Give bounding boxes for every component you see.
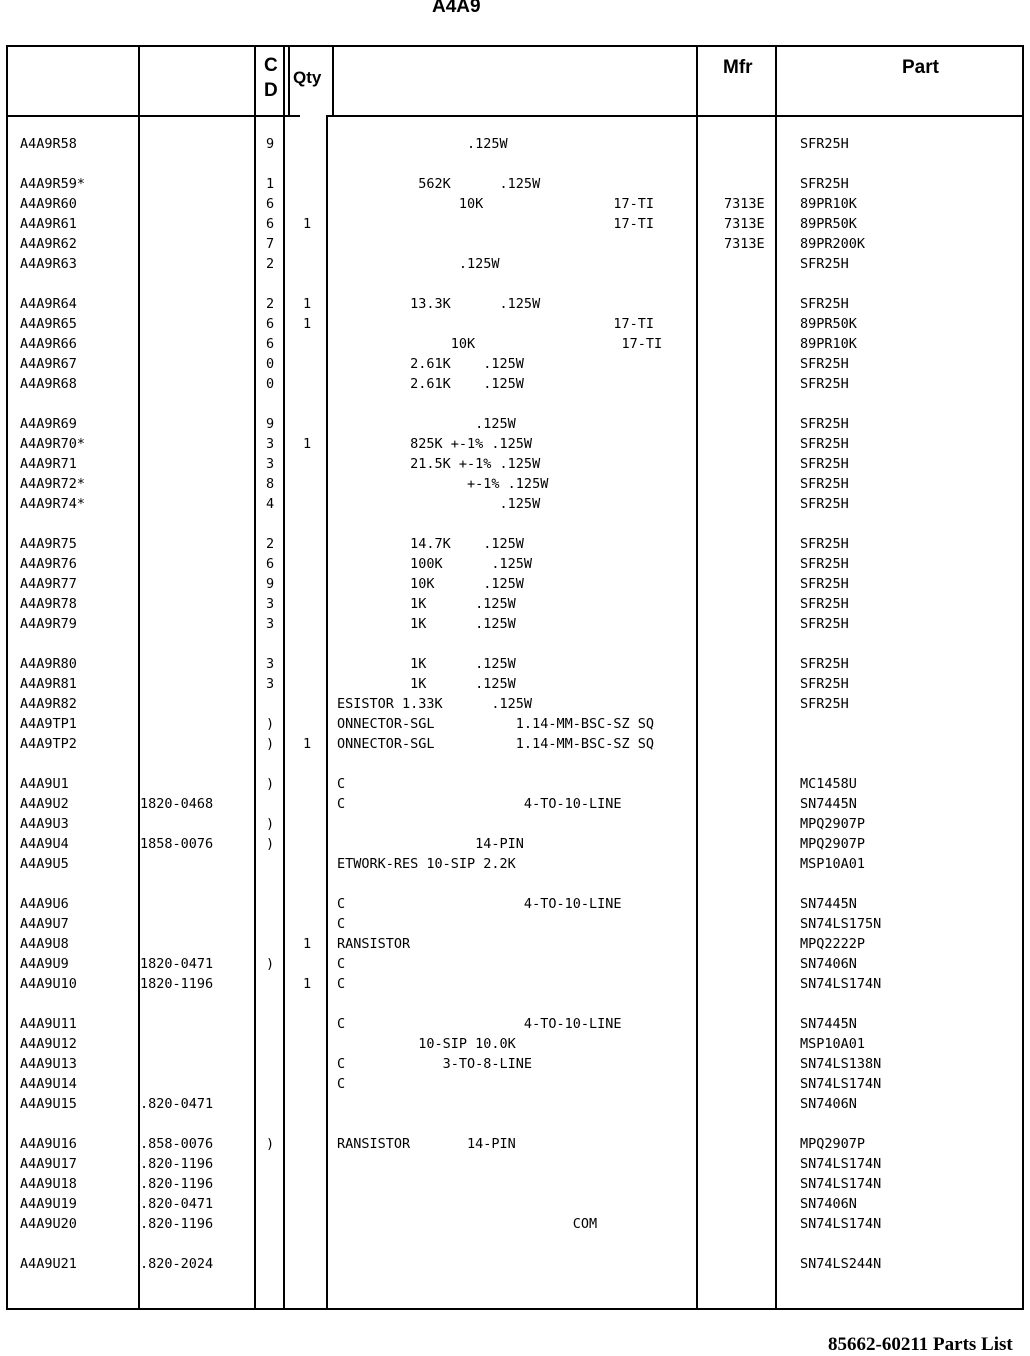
- part-reference: A4A9R60: [20, 196, 77, 212]
- part-reference: A4A9R62: [20, 236, 77, 252]
- mfr-part-number: SFR25H: [800, 416, 849, 432]
- part-reference: A4A9R61: [20, 216, 77, 232]
- mfr-part-number: SFR25H: [800, 536, 849, 552]
- header-part: Part: [902, 57, 939, 78]
- column-divider: [138, 45, 140, 1310]
- description: 2.61K .125W: [337, 376, 524, 392]
- part-reference: A4A9R64: [20, 296, 77, 312]
- mfr-part-number: SN74LS174N: [800, 1176, 882, 1192]
- description: .125W: [337, 256, 500, 272]
- part-reference: A4A9U11: [20, 1016, 77, 1032]
- description: .125W: [337, 496, 541, 512]
- mfr-part-number: SN7445N: [800, 1016, 857, 1032]
- part-reference: A4A9R68: [20, 376, 77, 392]
- part-reference: A4A9U8: [20, 936, 69, 952]
- part-reference: A4A9R69: [20, 416, 77, 432]
- hp-part-number: .820-1196: [140, 1216, 214, 1232]
- hp-part-number: 1858-0076: [140, 836, 214, 852]
- check-digit: 3: [266, 656, 275, 672]
- check-digit: 1: [266, 176, 275, 192]
- mfr-part-number: SFR25H: [800, 496, 849, 512]
- description: 21.5K +-1% .125W: [337, 456, 541, 472]
- check-digit: 2: [266, 256, 275, 272]
- description: C 4-TO-10-LINE: [337, 796, 622, 812]
- part-reference: A4A9R65: [20, 316, 77, 332]
- mfr-part-number: SN74LS174N: [800, 1216, 882, 1232]
- quantity: 1: [303, 976, 312, 992]
- mfr-part-number: SFR25H: [800, 456, 849, 472]
- mfr-part-number: SFR25H: [800, 296, 849, 312]
- mfr-part-number: MPQ2907P: [800, 816, 866, 832]
- header-top-rule: [6, 45, 1024, 47]
- part-reference: A4A9R76: [20, 556, 77, 572]
- part-reference: A4A9U5: [20, 856, 69, 872]
- part-reference: A4A9U10: [20, 976, 77, 992]
- part-reference: A4A9U9: [20, 956, 69, 972]
- description: RANSISTOR 14-PIN: [337, 1136, 516, 1152]
- page-title: A4A9: [432, 0, 481, 17]
- part-reference: A4A9U6: [20, 896, 69, 912]
- check-digit: ): [266, 776, 275, 792]
- page-footer: 85662-60211 Parts List: [828, 1334, 1013, 1355]
- description: C 4-TO-10-LINE: [337, 1016, 622, 1032]
- part-reference: A4A9R67: [20, 356, 77, 372]
- description: C: [337, 956, 346, 972]
- mfr-part-number: SFR25H: [800, 696, 849, 712]
- check-digit: ): [266, 716, 275, 732]
- mfr-part-number: MPQ2222P: [800, 936, 866, 952]
- quantity: 1: [303, 936, 312, 952]
- part-reference: A4A9R79: [20, 616, 77, 632]
- mfr-part-number: SFR25H: [800, 136, 849, 152]
- mfr-part-number: SN7406N: [800, 1196, 857, 1212]
- quantity: 1: [303, 316, 312, 332]
- mfr-part-number: SFR25H: [800, 656, 849, 672]
- part-reference: A4A9U1: [20, 776, 69, 792]
- check-digit: 6: [266, 556, 275, 572]
- description: 1K .125W: [337, 596, 516, 612]
- quantity: 1: [303, 436, 312, 452]
- check-digit: 6: [266, 196, 275, 212]
- description: 1K .125W: [337, 656, 516, 672]
- header-cd-bottom: D: [264, 80, 278, 101]
- mfr-part-number: SN74LS244N: [800, 1256, 882, 1272]
- header-qty: Qty: [293, 68, 322, 87]
- hp-part-number: 1820-0471: [140, 956, 214, 972]
- hp-part-number: .858-0076: [140, 1136, 214, 1152]
- table-bottom-rule: [6, 1308, 1024, 1310]
- part-reference: A4A9TP2: [20, 736, 77, 752]
- column-divider: [254, 45, 256, 1310]
- part-reference: A4A9U19: [20, 1196, 77, 1212]
- part-reference: A4A9R63: [20, 256, 77, 272]
- part-reference: A4A9R59*: [20, 176, 86, 192]
- check-digit: ): [266, 736, 275, 752]
- hp-part-number: .820-0471: [140, 1096, 214, 1112]
- header-mfr: Mfr: [723, 57, 753, 78]
- check-digit: 3: [266, 436, 275, 452]
- description: 10K .125W: [337, 576, 524, 592]
- check-digit: ): [266, 1136, 275, 1152]
- mfr-part-number: SFR25H: [800, 176, 849, 192]
- description: ESISTOR 1.33K .125W: [337, 696, 533, 712]
- check-digit: 7: [266, 236, 275, 252]
- mfr-part-number: SFR25H: [800, 676, 849, 692]
- check-digit: 3: [266, 456, 275, 472]
- part-reference: A4A9U12: [20, 1036, 77, 1052]
- description: ETWORK-RES 10-SIP 2.2K: [337, 856, 516, 872]
- hp-part-number: .820-1196: [140, 1176, 214, 1192]
- part-reference: A4A9TP1: [20, 716, 77, 732]
- description: ONNECTOR-SGL 1.14-MM-BSC-SZ SQ: [337, 716, 654, 732]
- check-digit: 0: [266, 356, 275, 372]
- mfr-part-number: SN74LS174N: [800, 1156, 882, 1172]
- mfr-part-number: SFR25H: [800, 436, 849, 452]
- part-reference: A4A9R77: [20, 576, 77, 592]
- part-reference: A4A9U20: [20, 1216, 77, 1232]
- part-reference: A4A9R66: [20, 336, 77, 352]
- part-reference: A4A9U4: [20, 836, 69, 852]
- description: .125W: [337, 136, 508, 152]
- part-reference: A4A9R71: [20, 456, 77, 472]
- mfr-part-number: MSP10A01: [800, 856, 866, 872]
- check-digit: 6: [266, 316, 275, 332]
- hp-part-number: .820-2024: [140, 1256, 214, 1272]
- check-digit: 9: [266, 416, 275, 432]
- description: C: [337, 776, 346, 792]
- column-divider: [775, 45, 777, 1310]
- mfr-part-number: SN74LS174N: [800, 1076, 882, 1092]
- description: 10K 17-TI: [337, 196, 654, 212]
- mfr-part-number: SFR25H: [800, 576, 849, 592]
- check-digit: ): [266, 816, 275, 832]
- column-divider: [326, 115, 328, 1310]
- check-digit: 2: [266, 536, 275, 552]
- mfr-part-number: 89PR10K: [800, 336, 857, 352]
- mfr-part-number: MSP10A01: [800, 1036, 866, 1052]
- column-divider: [288, 45, 290, 115]
- check-digit: 6: [266, 336, 275, 352]
- part-reference: A4A9R81: [20, 676, 77, 692]
- description: 825K +-1% .125W: [337, 436, 533, 452]
- part-reference: A4A9U17: [20, 1156, 77, 1172]
- part-reference: A4A9R80: [20, 656, 77, 672]
- description: 1K .125W: [337, 676, 516, 692]
- column-divider: [6, 45, 8, 1310]
- part-reference: A4A9R70*: [20, 436, 86, 452]
- part-reference: A4A9U13: [20, 1056, 77, 1072]
- mfr-part-number: SN74LS138N: [800, 1056, 882, 1072]
- part-reference: A4A9U15: [20, 1096, 77, 1112]
- part-reference: A4A9U16: [20, 1136, 77, 1152]
- description: 2.61K .125W: [337, 356, 524, 372]
- mfr-part-number: SFR25H: [800, 356, 849, 372]
- column-divider: [696, 45, 698, 1310]
- hp-part-number: .820-1196: [140, 1156, 214, 1172]
- mfr-part-number: 89PR200K: [800, 236, 866, 252]
- description: 14-PIN: [337, 836, 524, 852]
- check-digit: ): [266, 956, 275, 972]
- mfr-part-number: 89PR50K: [800, 316, 857, 332]
- mfr-part-number: 89PR10K: [800, 196, 857, 212]
- check-digit: 8: [266, 476, 275, 492]
- mfr-part-number: SN74LS174N: [800, 976, 882, 992]
- check-digit: 3: [266, 596, 275, 612]
- mfr-part-number: SN7445N: [800, 896, 857, 912]
- part-reference: A4A9R75: [20, 536, 77, 552]
- mfr-code: 7313E: [724, 196, 765, 212]
- mfr-part-number: MPQ2907P: [800, 1136, 866, 1152]
- mfr-code: 7313E: [724, 216, 765, 232]
- mfr-part-number: SFR25H: [800, 256, 849, 272]
- description: COM: [337, 1216, 598, 1232]
- part-reference: A4A9U18: [20, 1176, 77, 1192]
- mfr-part-number: SN7406N: [800, 1096, 857, 1112]
- column-divider: [332, 45, 334, 115]
- check-digit: 3: [266, 616, 275, 632]
- description: 17-TI: [337, 316, 654, 332]
- hp-part-number: 1820-0468: [140, 796, 214, 812]
- check-digit: ): [266, 836, 275, 852]
- quantity: 1: [303, 216, 312, 232]
- mfr-part-number: SFR25H: [800, 376, 849, 392]
- description: C 4-TO-10-LINE: [337, 896, 622, 912]
- hp-part-number: 1820-1196: [140, 976, 214, 992]
- mfr-part-number: MC1458U: [800, 776, 857, 792]
- part-reference: A4A9U7: [20, 916, 69, 932]
- part-reference: A4A9U14: [20, 1076, 77, 1092]
- mfr-part-number: SFR25H: [800, 596, 849, 612]
- description: 14.7K .125W: [337, 536, 524, 552]
- part-reference: A4A9R78: [20, 596, 77, 612]
- quantity: 1: [303, 736, 312, 752]
- description: 562K .125W: [337, 176, 541, 192]
- description: 10K 17-TI: [337, 336, 663, 352]
- header-bottom-rule-right: [327, 115, 1024, 117]
- check-digit: 3: [266, 676, 275, 692]
- part-reference: A4A9R58: [20, 136, 77, 152]
- description: 10-SIP 10.0K: [337, 1036, 516, 1052]
- check-digit: 9: [266, 136, 275, 152]
- description: 17-TI: [337, 216, 654, 232]
- hp-part-number: .820-0471: [140, 1196, 214, 1212]
- header-cd-top: C: [264, 55, 278, 76]
- description: C: [337, 916, 346, 932]
- mfr-code: 7313E: [724, 236, 765, 252]
- description: C 3-TO-8-LINE: [337, 1056, 533, 1072]
- description: +-1% .125W: [337, 476, 549, 492]
- check-digit: 9: [266, 576, 275, 592]
- description: 13.3K .125W: [337, 296, 541, 312]
- mfr-part-number: SFR25H: [800, 476, 849, 492]
- check-digit: 0: [266, 376, 275, 392]
- part-reference: A4A9U21: [20, 1256, 77, 1272]
- description: 1K .125W: [337, 616, 516, 632]
- mfr-part-number: SFR25H: [800, 556, 849, 572]
- description: 100K .125W: [337, 556, 533, 572]
- part-reference: A4A9R74*: [20, 496, 86, 512]
- description: C: [337, 1076, 346, 1092]
- mfr-part-number: SFR25H: [800, 616, 849, 632]
- check-digit: 4: [266, 496, 275, 512]
- part-reference: A4A9U3: [20, 816, 69, 832]
- description: .125W: [337, 416, 516, 432]
- mfr-part-number: MPQ2907P: [800, 836, 866, 852]
- mfr-part-number: SN7445N: [800, 796, 857, 812]
- description: C: [337, 976, 346, 992]
- part-reference: A4A9R82: [20, 696, 77, 712]
- description: RANSISTOR: [337, 936, 411, 952]
- part-reference: A4A9R72*: [20, 476, 86, 492]
- description: ONNECTOR-SGL 1.14-MM-BSC-SZ SQ: [337, 736, 654, 752]
- check-digit: 2: [266, 296, 275, 312]
- mfr-part-number: SN74LS175N: [800, 916, 882, 932]
- part-reference: A4A9U2: [20, 796, 69, 812]
- column-divider: [1022, 45, 1024, 1310]
- mfr-part-number: SN7406N: [800, 956, 857, 972]
- check-digit: 6: [266, 216, 275, 232]
- mfr-part-number: 89PR50K: [800, 216, 857, 232]
- quantity: 1: [303, 296, 312, 312]
